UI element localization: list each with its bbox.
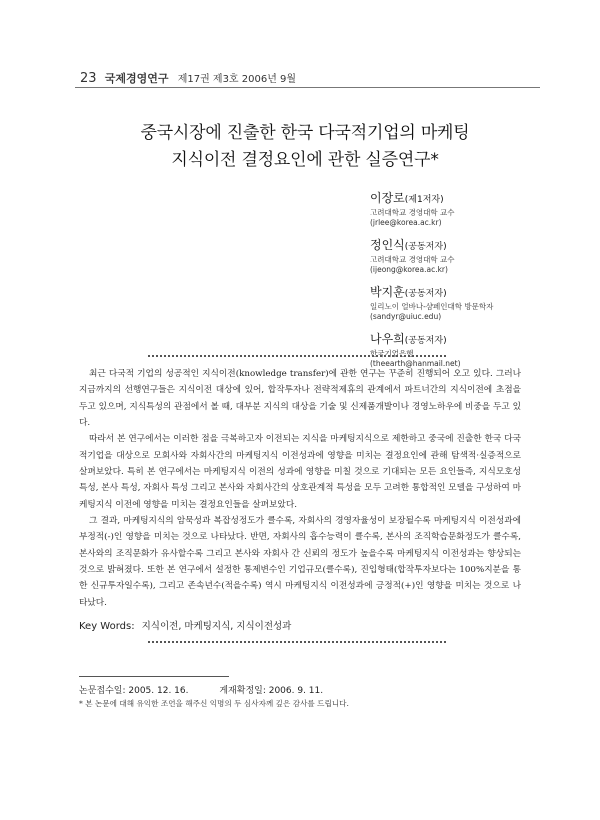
abstract-paragraph: 따라서 본 연구에서는 이러한 점을 극복하고자 이전되는 지식을 마케팅지식으로 제한하고 중국에 진출한 한국 다국적기업을 대상으로 모회사와 자회사간의 마케팅지식 이전성과에 영향을 미치는 결정요인에 관해 탐색적·실증적으로 살펴보았다. 특히 본 연구에서는 마케팅지식 이전의 성과에 영향을 미칠 것으로 기대되는 모든 요인들즉, 지식모호성 특성, 본사 특성, 자회사 특성 그리고 본사와 자회사간의 상호관계적 특성을 모두 고려한 통합적인 모델을 구성하여 마케팅지식 이전에 영향을 미치는 결정요인들을 살펴보았다.	[79, 434, 521, 510]
abstract-paragraph: 그 결과, 마케팅지식의 암묵성과 복잡성정도가 클수록, 자회사의 경영자율성이 보장될수록 마케팅지식 이전성과에 부정적(-)인 영향을 미치는 것으로 나타났다. 반면, 자회사의 흡수능력이 클수록, 본사의 조직학습문화정도가 클수록, 본사와의 조직문화가 유사할수록 그리고 본사와 자회사 간 신뢰의 정도가 높을수록 마케팅지식 이전성과는 향상되는 것으로 밝혀졌다. 또한 본 연구에서 설정한 통제변수인 기업규모(클수록), 진입형태(합작투자보다는 100%지분을 통한 신규투자일수록), 그리고 존속년수(적을수록) 역시 마케팅지식 이전성과에 긍정적(+)인 영향을 미치는 것으로 나타났다.	[79, 516, 521, 608]
author-email: (jrlee@korea.ac.kr)	[370, 218, 442, 227]
author-affiliation: 고려대학교 경영대학 교수	[370, 255, 455, 264]
dotted-separator-top	[148, 355, 446, 357]
acknowledgment-footnote: * 본 논문에 대해 유익한 조언을 해주신 익명의 두 심사자께 깊은 감사를 드립니다.	[79, 699, 349, 708]
author-name: 이장로	[370, 191, 405, 205]
author-role: (공동저자)	[404, 242, 447, 252]
issue-info: 제17권 제3호 2006년 9월	[177, 74, 297, 85]
abstract-paragraph: 최근 다국적 기업의 성공적인 지식이전(knowledge transfer)에 관한 연구는 꾸준히 진행되어 오고 있다. 그러나 지금까지의 선행연구들은 지식이전 대상에 있어, 합작투자나 전략적제휴의 관계에서 파트너간의 지식이전에 초점을 두고 있으며, 지식특성의 관점에서 볼 때, 대부분 지식의 대상을 기술 및 신제품개발이나 경영노하우에 비중을 두고 있다.	[79, 369, 521, 429]
author-block	[370, 190, 530, 378]
footnote-rule	[79, 676, 229, 677]
author-email: (ijeong@korea.ac.kr)	[370, 265, 448, 274]
author-affiliation: 한국기업은행	[370, 349, 414, 358]
author-name: 나우희	[370, 332, 405, 346]
author-email: (sandyr@uiuc.edu)	[370, 312, 442, 321]
keywords-label: Key Words:	[79, 621, 135, 632]
title-line-1: 중국시장에 진출한 한국 다국적기업의 마케팅	[140, 123, 470, 143]
dotted-separator-bottom	[148, 641, 446, 643]
author-name: 박지훈	[370, 285, 405, 299]
received-date: 논문접수일: 2005. 12. 16.	[79, 686, 189, 696]
paper-title	[70, 120, 540, 174]
running-header	[80, 70, 296, 86]
author-role: (공동저자)	[404, 289, 447, 299]
author-3	[370, 284, 530, 322]
abstract	[79, 366, 521, 611]
author-role: (공동저자)	[404, 336, 447, 346]
author-email: (theearth@hanmail.net)	[370, 359, 461, 368]
journal-name: 국제경영연구	[104, 72, 169, 85]
page-number: 23	[80, 71, 97, 86]
keywords-values: 지식이전, 마케팅지식, 지식이전성과	[141, 621, 292, 632]
keywords	[79, 618, 291, 632]
author-affiliation: 고려대학교 경영대학 교수	[370, 208, 455, 217]
header-rule	[75, 87, 540, 88]
author-4	[370, 331, 530, 369]
author-1	[370, 190, 530, 228]
submission-dates	[79, 683, 323, 696]
title-line-2: 지식이전 결정요인에 관한 실증연구*	[171, 150, 439, 170]
author-role: (제1저자)	[404, 195, 444, 205]
author-affiliation: 일리노이 얼바나-샴페인대학 방문학자	[370, 302, 494, 311]
author-name: 정인식	[370, 238, 405, 252]
author-2	[370, 237, 530, 275]
confirmed-date: 게재확정일: 2006. 9. 11.	[219, 686, 324, 696]
